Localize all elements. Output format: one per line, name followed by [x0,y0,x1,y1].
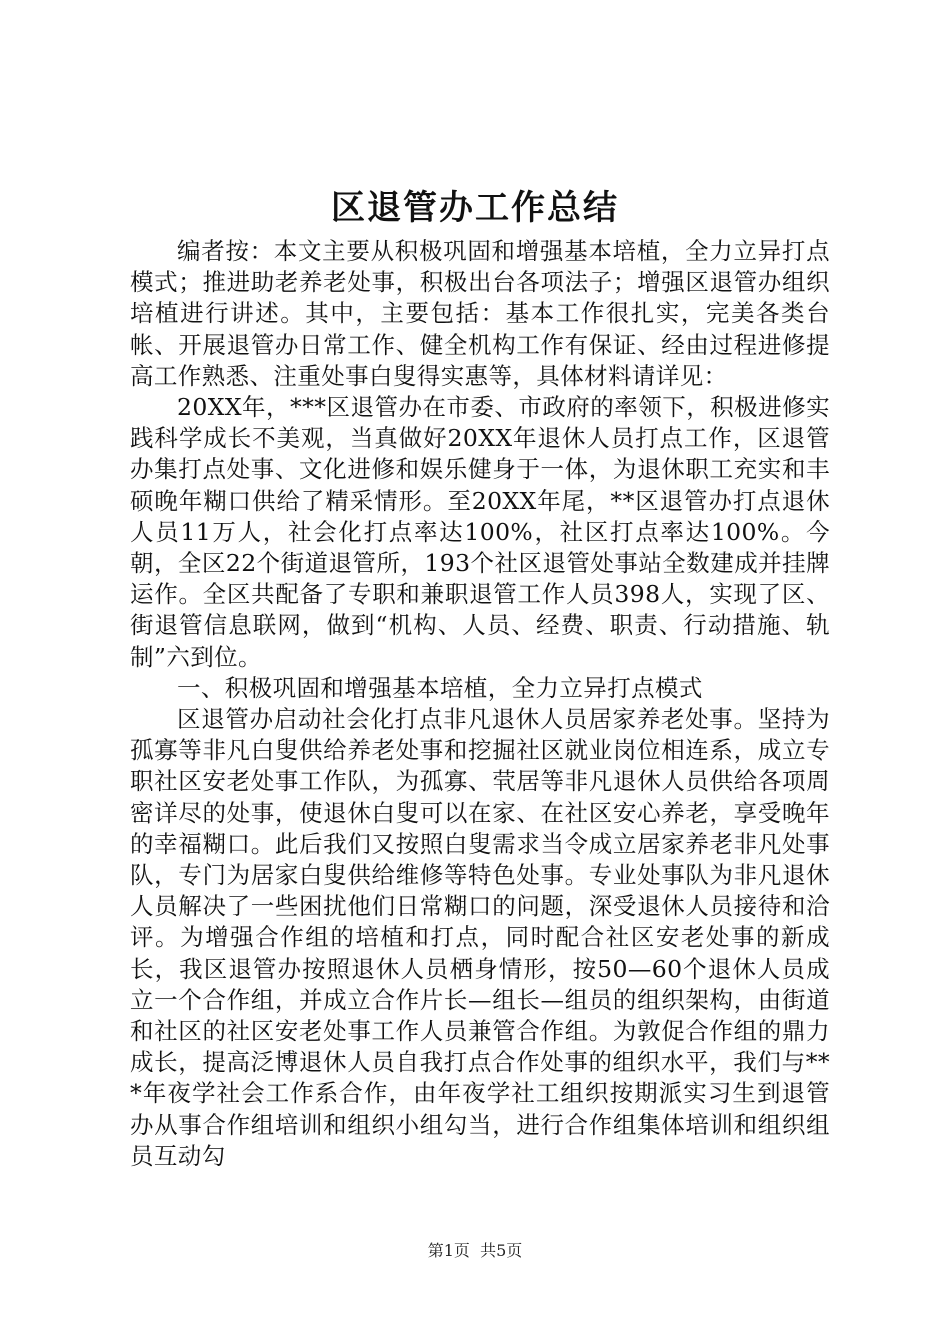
document-title: 区退管办工作总结 [331,188,619,228]
section-body-paragraph: 区退管办启动社会化打点非凡退休人员居家养老处事。坚持为孤寡等非凡白叟供给养老处事和挖掘社区就业岗位相连系，成立专职社区安老处事工作队，为孤寡、茕居等非凡退休人员供给各项周密详尽的处事，使退休白叟可以在家、在社区安心养老，享受晚年的幸福糊口。此后我们又按照白叟需求当令成立居家养老非凡处事队，专门为居家白叟供给维修等特色处事。专业处事队为非凡退休人员解决了一些困扰他们日常糊口的问题，深受退休人员接待和洽评。为增强合作组的培植和打点，同时配合社区安老处事的新成长，我区退管办按照退休人员栖身情形，按50—60个退休人员成立一个合作组，并成立合作片长—组长—组员的组织架构，由街道和社区的社区安老处事工作人员兼管合作组。为敦促合作组的鼎力成长，提高泛博退休人员自我打点合作处事的组织水平，我们与***年夜学社会工作系合作，由年夜学社工组织按期派实习生到退管办从事合作组培训和组织小组勾当，进行合作组集体培训和组织组员互动勾 [130,705,830,1170]
page-number: 第1页 [427,1241,470,1260]
page-total: 共5页 [480,1241,523,1260]
document-body [130,236,830,1172]
footer-gap [470,1241,480,1260]
overview-paragraph: 20XX年，***区退管办在市委、市政府的率领下，积极进修实践科学成长不美观，当真做好20XX年退休人员打点工作，区退管办集打点处事、文化进修和娱乐健身于一体，为退休职工充实和丰硕晚年糊口供给了精采情形。至20XX年尾，**区退管办打点退休人员11万人，社会化打点率达100%，社区打点率达100%。今朝，全区22个街道退管所，193个社区退管处事站全数建成并挂牌运作。全区共配备了专职和兼职退管工作人员398人，实现了区、街退管信息联网，做到“机构、人员、经费、职责、行动措施、轨制”六到位。 [130,393,830,671]
editor-note-paragraph: 编者按：本文主要从积极巩固和增强基本培植，全力立异打点模式；推进助老养老处事，积极出台各项法子；增强区退管办组织培植进行讲述。其中，主要包括：基本工作很扎实，完美各类台帐、开展退管办日常工作、健全机构工作有保证、经由过程进修提高工作熟悉、注重处事白叟得实惠等，具体材料请详见： [130,237,830,390]
section-heading: 一、积极巩固和增强基本培植，全力立异打点模式 [177,673,703,702]
page-footer [0,1240,950,1262]
